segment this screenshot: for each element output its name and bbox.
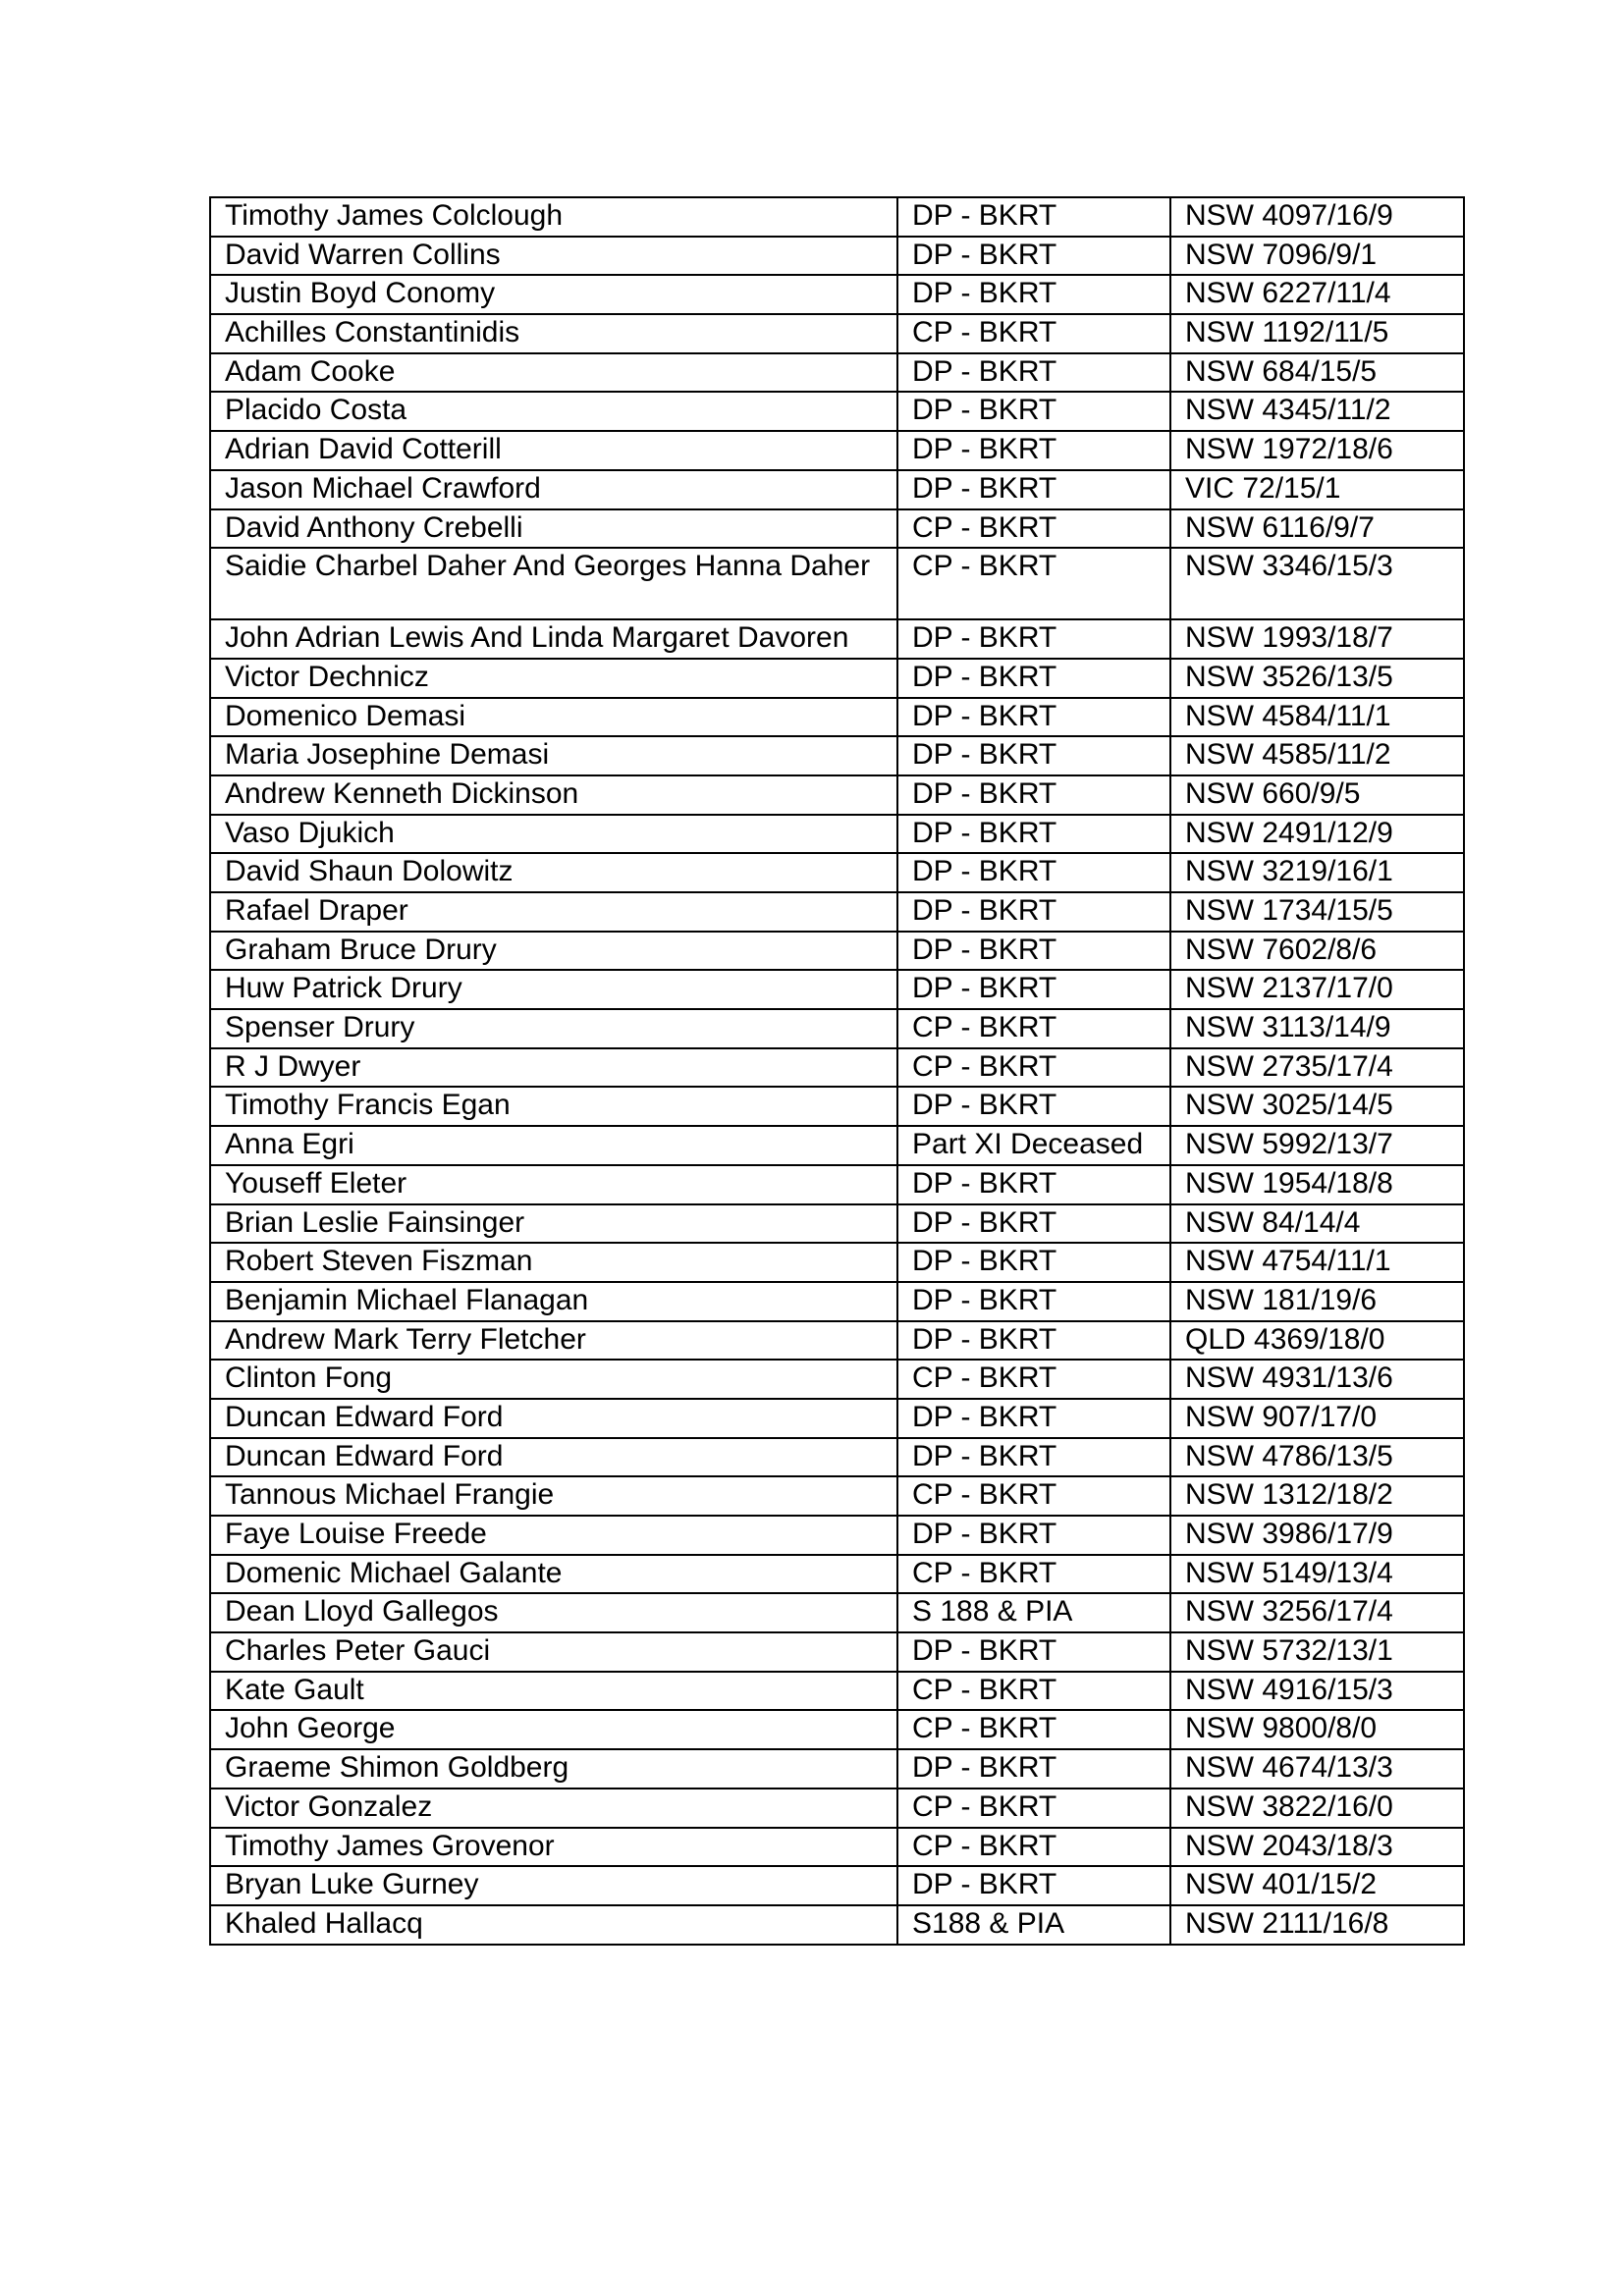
type-cell: DP - BKRT — [897, 736, 1170, 775]
type-cell: CP - BKRT — [897, 548, 1170, 619]
type-cell: CP - BKRT — [897, 1009, 1170, 1048]
table-row — [210, 698, 1464, 737]
type-cell: DP - BKRT — [897, 775, 1170, 815]
records-table — [209, 196, 1465, 1946]
name-cell: Anna Egri — [210, 1126, 897, 1165]
table-row — [210, 815, 1464, 854]
type-cell: DP - BKRT — [897, 1632, 1170, 1672]
name-cell: Victor Dechnicz — [210, 659, 897, 698]
table-row — [210, 237, 1464, 276]
table-row — [210, 1749, 1464, 1789]
type-cell: DP - BKRT — [897, 470, 1170, 509]
reference-cell: NSW 3346/15/3 — [1170, 548, 1464, 619]
name-cell: Clinton Fong — [210, 1360, 897, 1399]
type-cell: CP - BKRT — [897, 509, 1170, 549]
reference-cell: NSW 84/14/4 — [1170, 1204, 1464, 1244]
type-cell: DP - BKRT — [897, 1243, 1170, 1282]
name-cell: John Adrian Lewis And Linda Margaret Davoren — [210, 619, 897, 659]
table-row — [210, 659, 1464, 698]
table-row — [210, 1593, 1464, 1632]
reference-cell: NSW 5992/13/7 — [1170, 1126, 1464, 1165]
name-cell: Benjamin Michael Flanagan — [210, 1282, 897, 1321]
table-row — [210, 392, 1464, 431]
reference-cell: NSW 907/17/0 — [1170, 1399, 1464, 1438]
table-row — [210, 775, 1464, 815]
type-cell: DP - BKRT — [897, 698, 1170, 737]
table-row — [210, 1789, 1464, 1828]
reference-cell: NSW 7096/9/1 — [1170, 237, 1464, 276]
reference-cell: NSW 9800/8/0 — [1170, 1710, 1464, 1749]
name-cell: Achilles Constantinidis — [210, 314, 897, 353]
reference-cell: NSW 3113/14/9 — [1170, 1009, 1464, 1048]
table-row — [210, 1048, 1464, 1088]
name-cell: Placido Costa — [210, 392, 897, 431]
name-cell: Youseff Eleter — [210, 1165, 897, 1204]
name-cell: Bryan Luke Gurney — [210, 1866, 897, 1905]
reference-cell: NSW 3219/16/1 — [1170, 853, 1464, 892]
name-cell: Huw Patrick Drury — [210, 970, 897, 1009]
type-cell: DP - BKRT — [897, 659, 1170, 698]
type-cell: DP - BKRT — [897, 1866, 1170, 1905]
type-cell: DP - BKRT — [897, 353, 1170, 393]
name-cell: Rafael Draper — [210, 892, 897, 932]
type-cell: DP - BKRT — [897, 1399, 1170, 1438]
reference-cell: NSW 2735/17/4 — [1170, 1048, 1464, 1088]
name-cell: Timothy Francis Egan — [210, 1087, 897, 1126]
reference-cell: NSW 2043/18/3 — [1170, 1828, 1464, 1867]
type-cell: S188 & PIA — [897, 1905, 1170, 1945]
type-cell: CP - BKRT — [897, 1555, 1170, 1594]
type-cell: DP - BKRT — [897, 1321, 1170, 1361]
name-cell: Faye Louise Freede — [210, 1516, 897, 1555]
name-cell: Graeme Shimon Goldberg — [210, 1749, 897, 1789]
table-row — [210, 1476, 1464, 1516]
name-cell: Domenico Demasi — [210, 698, 897, 737]
type-cell: DP - BKRT — [897, 892, 1170, 932]
table-row — [210, 1555, 1464, 1594]
reference-cell: NSW 4931/13/6 — [1170, 1360, 1464, 1399]
table-row — [210, 1087, 1464, 1126]
name-cell: R J Dwyer — [210, 1048, 897, 1088]
table-row — [210, 853, 1464, 892]
table-row — [210, 1516, 1464, 1555]
name-cell: Dean Lloyd Gallegos — [210, 1593, 897, 1632]
table-row — [210, 932, 1464, 971]
type-cell: DP - BKRT — [897, 1204, 1170, 1244]
table-row — [210, 1710, 1464, 1749]
reference-cell: NSW 3025/14/5 — [1170, 1087, 1464, 1126]
table-row — [210, 275, 1464, 314]
name-cell: Saidie Charbel Daher And Georges Hanna Daher — [210, 548, 897, 619]
table-row — [210, 1438, 1464, 1477]
reference-cell: NSW 4786/13/5 — [1170, 1438, 1464, 1477]
reference-cell: NSW 1954/18/8 — [1170, 1165, 1464, 1204]
table-row — [210, 431, 1464, 470]
name-cell: Duncan Edward Ford — [210, 1438, 897, 1477]
name-cell: Justin Boyd Conomy — [210, 275, 897, 314]
reference-cell: NSW 1192/11/5 — [1170, 314, 1464, 353]
table-row — [210, 509, 1464, 549]
records-body — [210, 197, 1464, 1945]
table-row — [210, 548, 1464, 619]
table-row — [210, 1009, 1464, 1048]
type-cell: DP - BKRT — [897, 431, 1170, 470]
table-row — [210, 1632, 1464, 1672]
name-cell: Timothy James Colclough — [210, 197, 897, 237]
name-cell: David Shaun Dolowitz — [210, 853, 897, 892]
name-cell: Brian Leslie Fainsinger — [210, 1204, 897, 1244]
name-cell: Duncan Edward Ford — [210, 1399, 897, 1438]
name-cell: Jason Michael Crawford — [210, 470, 897, 509]
table-row — [210, 1828, 1464, 1867]
reference-cell: NSW 3526/13/5 — [1170, 659, 1464, 698]
type-cell: DP - BKRT — [897, 237, 1170, 276]
type-cell: DP - BKRT — [897, 932, 1170, 971]
name-cell: Khaled Hallacq — [210, 1905, 897, 1945]
name-cell: David Anthony Crebelli — [210, 509, 897, 549]
reference-cell: NSW 660/9/5 — [1170, 775, 1464, 815]
table-row — [210, 1282, 1464, 1321]
table-row — [210, 353, 1464, 393]
name-cell: Timothy James Grovenor — [210, 1828, 897, 1867]
name-cell: Graham Bruce Drury — [210, 932, 897, 971]
name-cell: Maria Josephine Demasi — [210, 736, 897, 775]
table-row — [210, 1905, 1464, 1945]
name-cell: John George — [210, 1710, 897, 1749]
type-cell: DP - BKRT — [897, 815, 1170, 854]
reference-cell: NSW 684/15/5 — [1170, 353, 1464, 393]
reference-cell: NSW 181/19/6 — [1170, 1282, 1464, 1321]
name-cell: Spenser Drury — [210, 1009, 897, 1048]
type-cell: DP - BKRT — [897, 970, 1170, 1009]
table-row — [210, 314, 1464, 353]
type-cell: CP - BKRT — [897, 1360, 1170, 1399]
type-cell: DP - BKRT — [897, 1165, 1170, 1204]
name-cell: Victor Gonzalez — [210, 1789, 897, 1828]
table-row — [210, 736, 1464, 775]
type-cell: S 188 & PIA — [897, 1593, 1170, 1632]
type-cell: CP - BKRT — [897, 1828, 1170, 1867]
reference-cell: NSW 4585/11/2 — [1170, 736, 1464, 775]
reference-cell: NSW 3986/17/9 — [1170, 1516, 1464, 1555]
type-cell: DP - BKRT — [897, 853, 1170, 892]
type-cell: Part XI Deceased — [897, 1126, 1170, 1165]
table-row — [210, 1126, 1464, 1165]
table-row — [210, 970, 1464, 1009]
name-cell: David Warren Collins — [210, 237, 897, 276]
reference-cell: NSW 1972/18/6 — [1170, 431, 1464, 470]
type-cell: CP - BKRT — [897, 1789, 1170, 1828]
table-row — [210, 1243, 1464, 1282]
type-cell: CP - BKRT — [897, 1672, 1170, 1711]
reference-cell: NSW 1734/15/5 — [1170, 892, 1464, 932]
table-row — [210, 1165, 1464, 1204]
type-cell: CP - BKRT — [897, 1710, 1170, 1749]
type-cell: DP - BKRT — [897, 1749, 1170, 1789]
table-row — [210, 892, 1464, 932]
reference-cell: NSW 4674/13/3 — [1170, 1749, 1464, 1789]
reference-cell: NSW 1993/18/7 — [1170, 619, 1464, 659]
type-cell: DP - BKRT — [897, 1282, 1170, 1321]
type-cell: CP - BKRT — [897, 1476, 1170, 1516]
reference-cell: NSW 6116/9/7 — [1170, 509, 1464, 549]
reference-cell: NSW 5732/13/1 — [1170, 1632, 1464, 1672]
reference-cell: VIC 72/15/1 — [1170, 470, 1464, 509]
table-row — [210, 1321, 1464, 1361]
name-cell: Vaso Djukich — [210, 815, 897, 854]
type-cell: DP - BKRT — [897, 392, 1170, 431]
name-cell: Charles Peter Gauci — [210, 1632, 897, 1672]
table-row — [210, 619, 1464, 659]
table-row — [210, 1672, 1464, 1711]
reference-cell: NSW 2111/16/8 — [1170, 1905, 1464, 1945]
reference-cell: NSW 4916/15/3 — [1170, 1672, 1464, 1711]
name-cell: Tannous Michael Frangie — [210, 1476, 897, 1516]
name-cell: Domenic Michael Galante — [210, 1555, 897, 1594]
reference-cell: NSW 4584/11/1 — [1170, 698, 1464, 737]
reference-cell: QLD 4369/18/0 — [1170, 1321, 1464, 1361]
reference-cell: NSW 1312/18/2 — [1170, 1476, 1464, 1516]
type-cell: DP - BKRT — [897, 619, 1170, 659]
type-cell: CP - BKRT — [897, 1048, 1170, 1088]
type-cell: CP - BKRT — [897, 314, 1170, 353]
type-cell: DP - BKRT — [897, 275, 1170, 314]
table-row — [210, 1866, 1464, 1905]
type-cell: DP - BKRT — [897, 1087, 1170, 1126]
name-cell: Robert Steven Fiszman — [210, 1243, 897, 1282]
reference-cell: NSW 2137/17/0 — [1170, 970, 1464, 1009]
name-cell: Adam Cooke — [210, 353, 897, 393]
reference-cell: NSW 7602/8/6 — [1170, 932, 1464, 971]
name-cell: Andrew Kenneth Dickinson — [210, 775, 897, 815]
table-row — [210, 197, 1464, 237]
table-row — [210, 1204, 1464, 1244]
table-row — [210, 1399, 1464, 1438]
table-row — [210, 1360, 1464, 1399]
reference-cell: NSW 4097/16/9 — [1170, 197, 1464, 237]
reference-cell: NSW 401/15/2 — [1170, 1866, 1464, 1905]
type-cell: DP - BKRT — [897, 197, 1170, 237]
table-row — [210, 470, 1464, 509]
reference-cell: NSW 4345/11/2 — [1170, 392, 1464, 431]
name-cell: Kate Gault — [210, 1672, 897, 1711]
reference-cell: NSW 3822/16/0 — [1170, 1789, 1464, 1828]
name-cell: Andrew Mark Terry Fletcher — [210, 1321, 897, 1361]
reference-cell: NSW 4754/11/1 — [1170, 1243, 1464, 1282]
reference-cell: NSW 6227/11/4 — [1170, 275, 1464, 314]
reference-cell: NSW 5149/13/4 — [1170, 1555, 1464, 1594]
reference-cell: NSW 2491/12/9 — [1170, 815, 1464, 854]
reference-cell: NSW 3256/17/4 — [1170, 1593, 1464, 1632]
type-cell: DP - BKRT — [897, 1516, 1170, 1555]
type-cell: DP - BKRT — [897, 1438, 1170, 1477]
name-cell: Adrian David Cotterill — [210, 431, 897, 470]
